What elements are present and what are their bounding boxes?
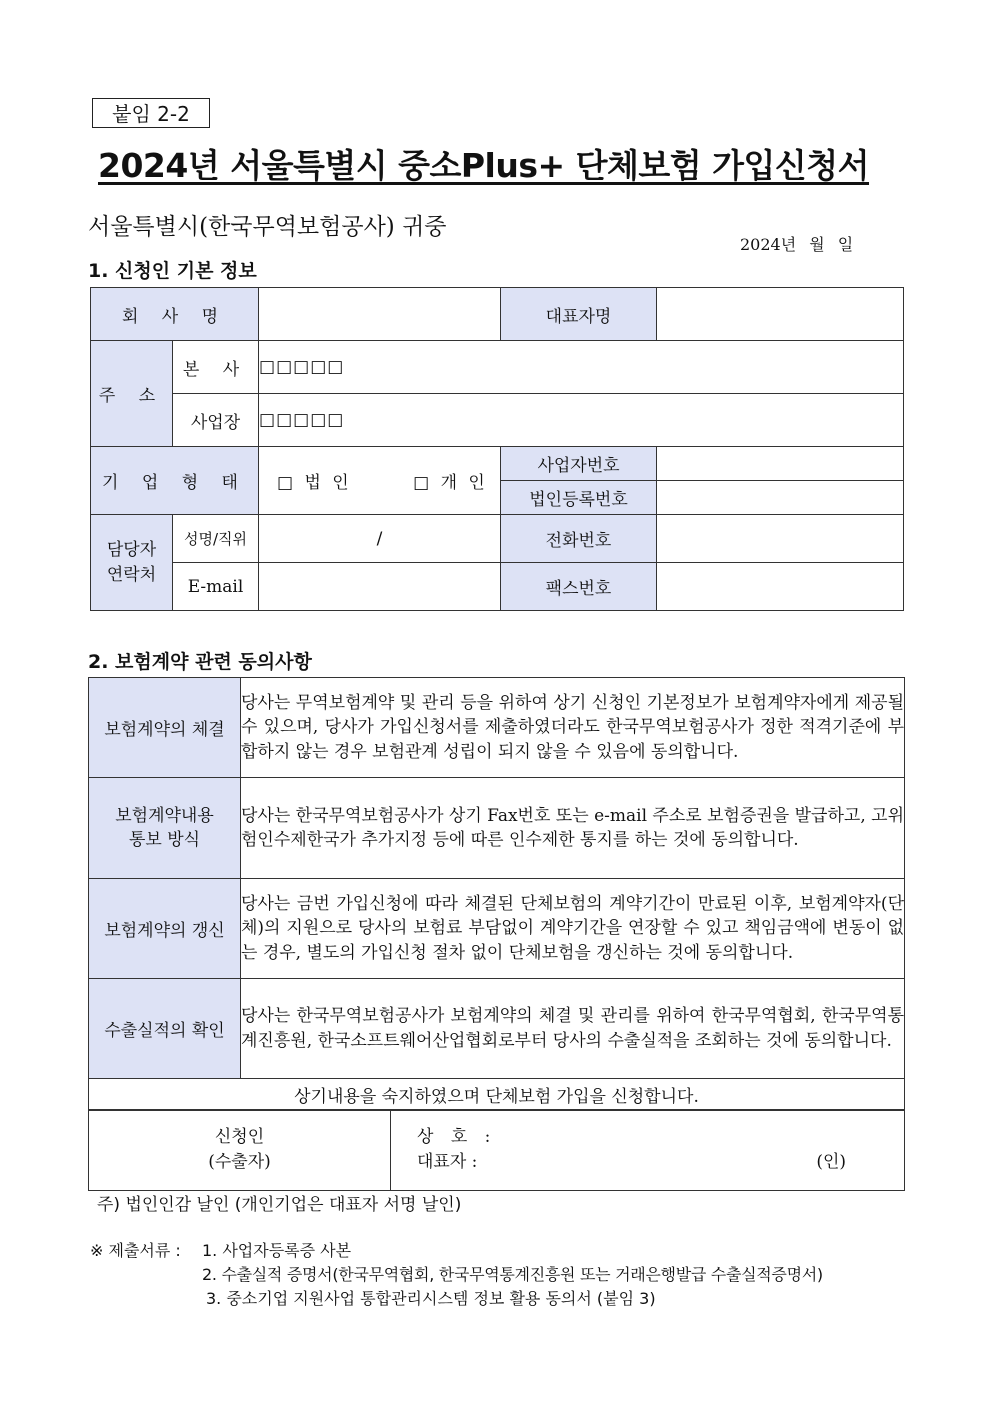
addressee: 서울특별시(한국무역보험공사) 귀중: [88, 214, 447, 240]
section2-title: 2. 보험계약 관련 동의사항: [88, 651, 312, 673]
submission-doc-3: 3. 중소기업 지원사업 통합관리시스템 정보 활용 동의서 (붙임 3): [206, 1289, 656, 1308]
fax-label: 팩스번호: [501, 563, 657, 611]
corp-reg-label: 법인등록번호: [501, 481, 657, 515]
signature-fields: [391, 1110, 905, 1191]
seal-label: (인): [816, 1152, 846, 1172]
contact-label-line2: 연락처: [106, 564, 157, 585]
contact-label-line1: 담당자: [106, 539, 157, 560]
corp-checkbox[interactable]: □ 법 인: [277, 473, 352, 493]
page-title: 2024년 서울특별시 중소Plus+ 단체보험 가입신청서: [98, 146, 870, 185]
consent-label-notice: [89, 778, 241, 879]
biz-type-options: [259, 447, 501, 515]
exporter-label: (수출자): [208, 1152, 271, 1172]
corp-reg-field[interactable]: [657, 481, 904, 515]
representative-label[interactable]: 대표자 :: [417, 1152, 478, 1172]
hq-address-field[interactable]: □□□□□: [259, 341, 904, 394]
applicant-info-table: [90, 287, 904, 611]
company-name-label: 회 사 명: [91, 288, 259, 341]
applicant-label: 신청인: [214, 1127, 265, 1147]
email-field[interactable]: [259, 563, 501, 611]
email-label: E-mail: [173, 563, 259, 611]
contact-label: [91, 515, 173, 611]
consent-label-export: 수출실적의 확인: [89, 979, 241, 1079]
biz-type-label: 기 업 형 태: [91, 447, 259, 515]
submission-doc-1: 1. 사업자등록증 사본: [202, 1241, 352, 1260]
submission-doc-2: 2. 수출실적 증명서(한국무역협회, 한국무역통계진흥원 또는 거래은행발급 수출실적증명서): [202, 1265, 823, 1284]
consent-label-renewal: 보험계약의 갱신: [89, 879, 241, 979]
signature-table: [88, 1109, 905, 1191]
ceo-label: 대표자명: [501, 288, 657, 341]
hq-label: 본 사: [173, 341, 259, 394]
phone-label: 전화번호: [501, 515, 657, 563]
submission-docs-prefix: ※ 제출서류 :: [90, 1241, 181, 1260]
acknowledgement-text: 상기내용을 숙지하였으며 단체보험 가입을 신청합니다.: [89, 1079, 905, 1111]
seal-note: 주) 법인인감 날인 (개인기업은 대표자 서명 날인): [97, 1195, 462, 1215]
trade-name-label[interactable]: 상 호 :: [417, 1127, 497, 1147]
consent-table: [88, 677, 905, 1111]
consent-label-notice-line2: 통보 방식: [128, 830, 201, 850]
name-title-field[interactable]: /: [259, 515, 501, 563]
name-title-label: 성명/직위: [173, 515, 259, 563]
consent-text-renewal: 당사는 금번 가입신청에 따라 체결된 단체보험의 계약기간이 만료된 이후, 보험계약자(단체)의 지원으로 당사의 보험료 부담없이 계약기간을 연장할 수 있고 책임금액에 변동이 없는 경우, 별도의 가입신청 절차 없이 단체보험을 갱신하는 것에 동의합니다.: [241, 879, 905, 979]
consent-text-notice: 당사는 한국무역보험공사가 상기 Fax번호 또는 e-mail 주소로 보험증권을 발급하고, 고위험인수제한국가 추가지정 등에 따른 인수제한 통지를 하는 것에 동의합니다.: [241, 778, 905, 879]
section1-title: 1. 신청인 기본 정보: [88, 260, 257, 282]
biz-reg-field[interactable]: [657, 447, 904, 481]
fax-field[interactable]: [657, 563, 904, 611]
date-line: 2024년 월 일: [740, 235, 854, 254]
consent-label-notice-line1: 보험계약내용: [115, 806, 214, 826]
site-address-field[interactable]: □□□□□: [259, 394, 904, 447]
site-label: 사업장: [173, 394, 259, 447]
consent-label-contract: 보험계약의 체결: [89, 678, 241, 778]
individual-checkbox[interactable]: □ 개 인: [413, 473, 488, 493]
phone-field[interactable]: [657, 515, 904, 563]
address-label: 주 소: [91, 341, 173, 447]
applicant-cell: [89, 1110, 391, 1191]
consent-text-contract: 당사는 무역보험계약 및 관리 등을 위하여 상기 신청인 기본정보가 보험계약자에게 제공될 수 있으며, 당사가 가입신청서를 제출하였더라도 한국무역보험공사가 정한 적격기준에 부합하지 않는 경우 보험관계 성립이 되지 않을 수 있음에 동의합니다.: [241, 678, 905, 778]
ceo-field[interactable]: [657, 288, 904, 341]
company-name-field[interactable]: [259, 288, 501, 341]
biz-reg-label: 사업자번호: [501, 447, 657, 481]
consent-text-export: 당사는 한국무역보험공사가 보험계약의 체결 및 관리를 위하여 한국무역협회, 한국무역통계진흥원, 한국소프트웨어산업협회로부터 당사의 수출실적을 조회하는 것에 동의합니다.: [241, 979, 905, 1079]
attachment-label: 붙임 2-2: [92, 98, 210, 128]
